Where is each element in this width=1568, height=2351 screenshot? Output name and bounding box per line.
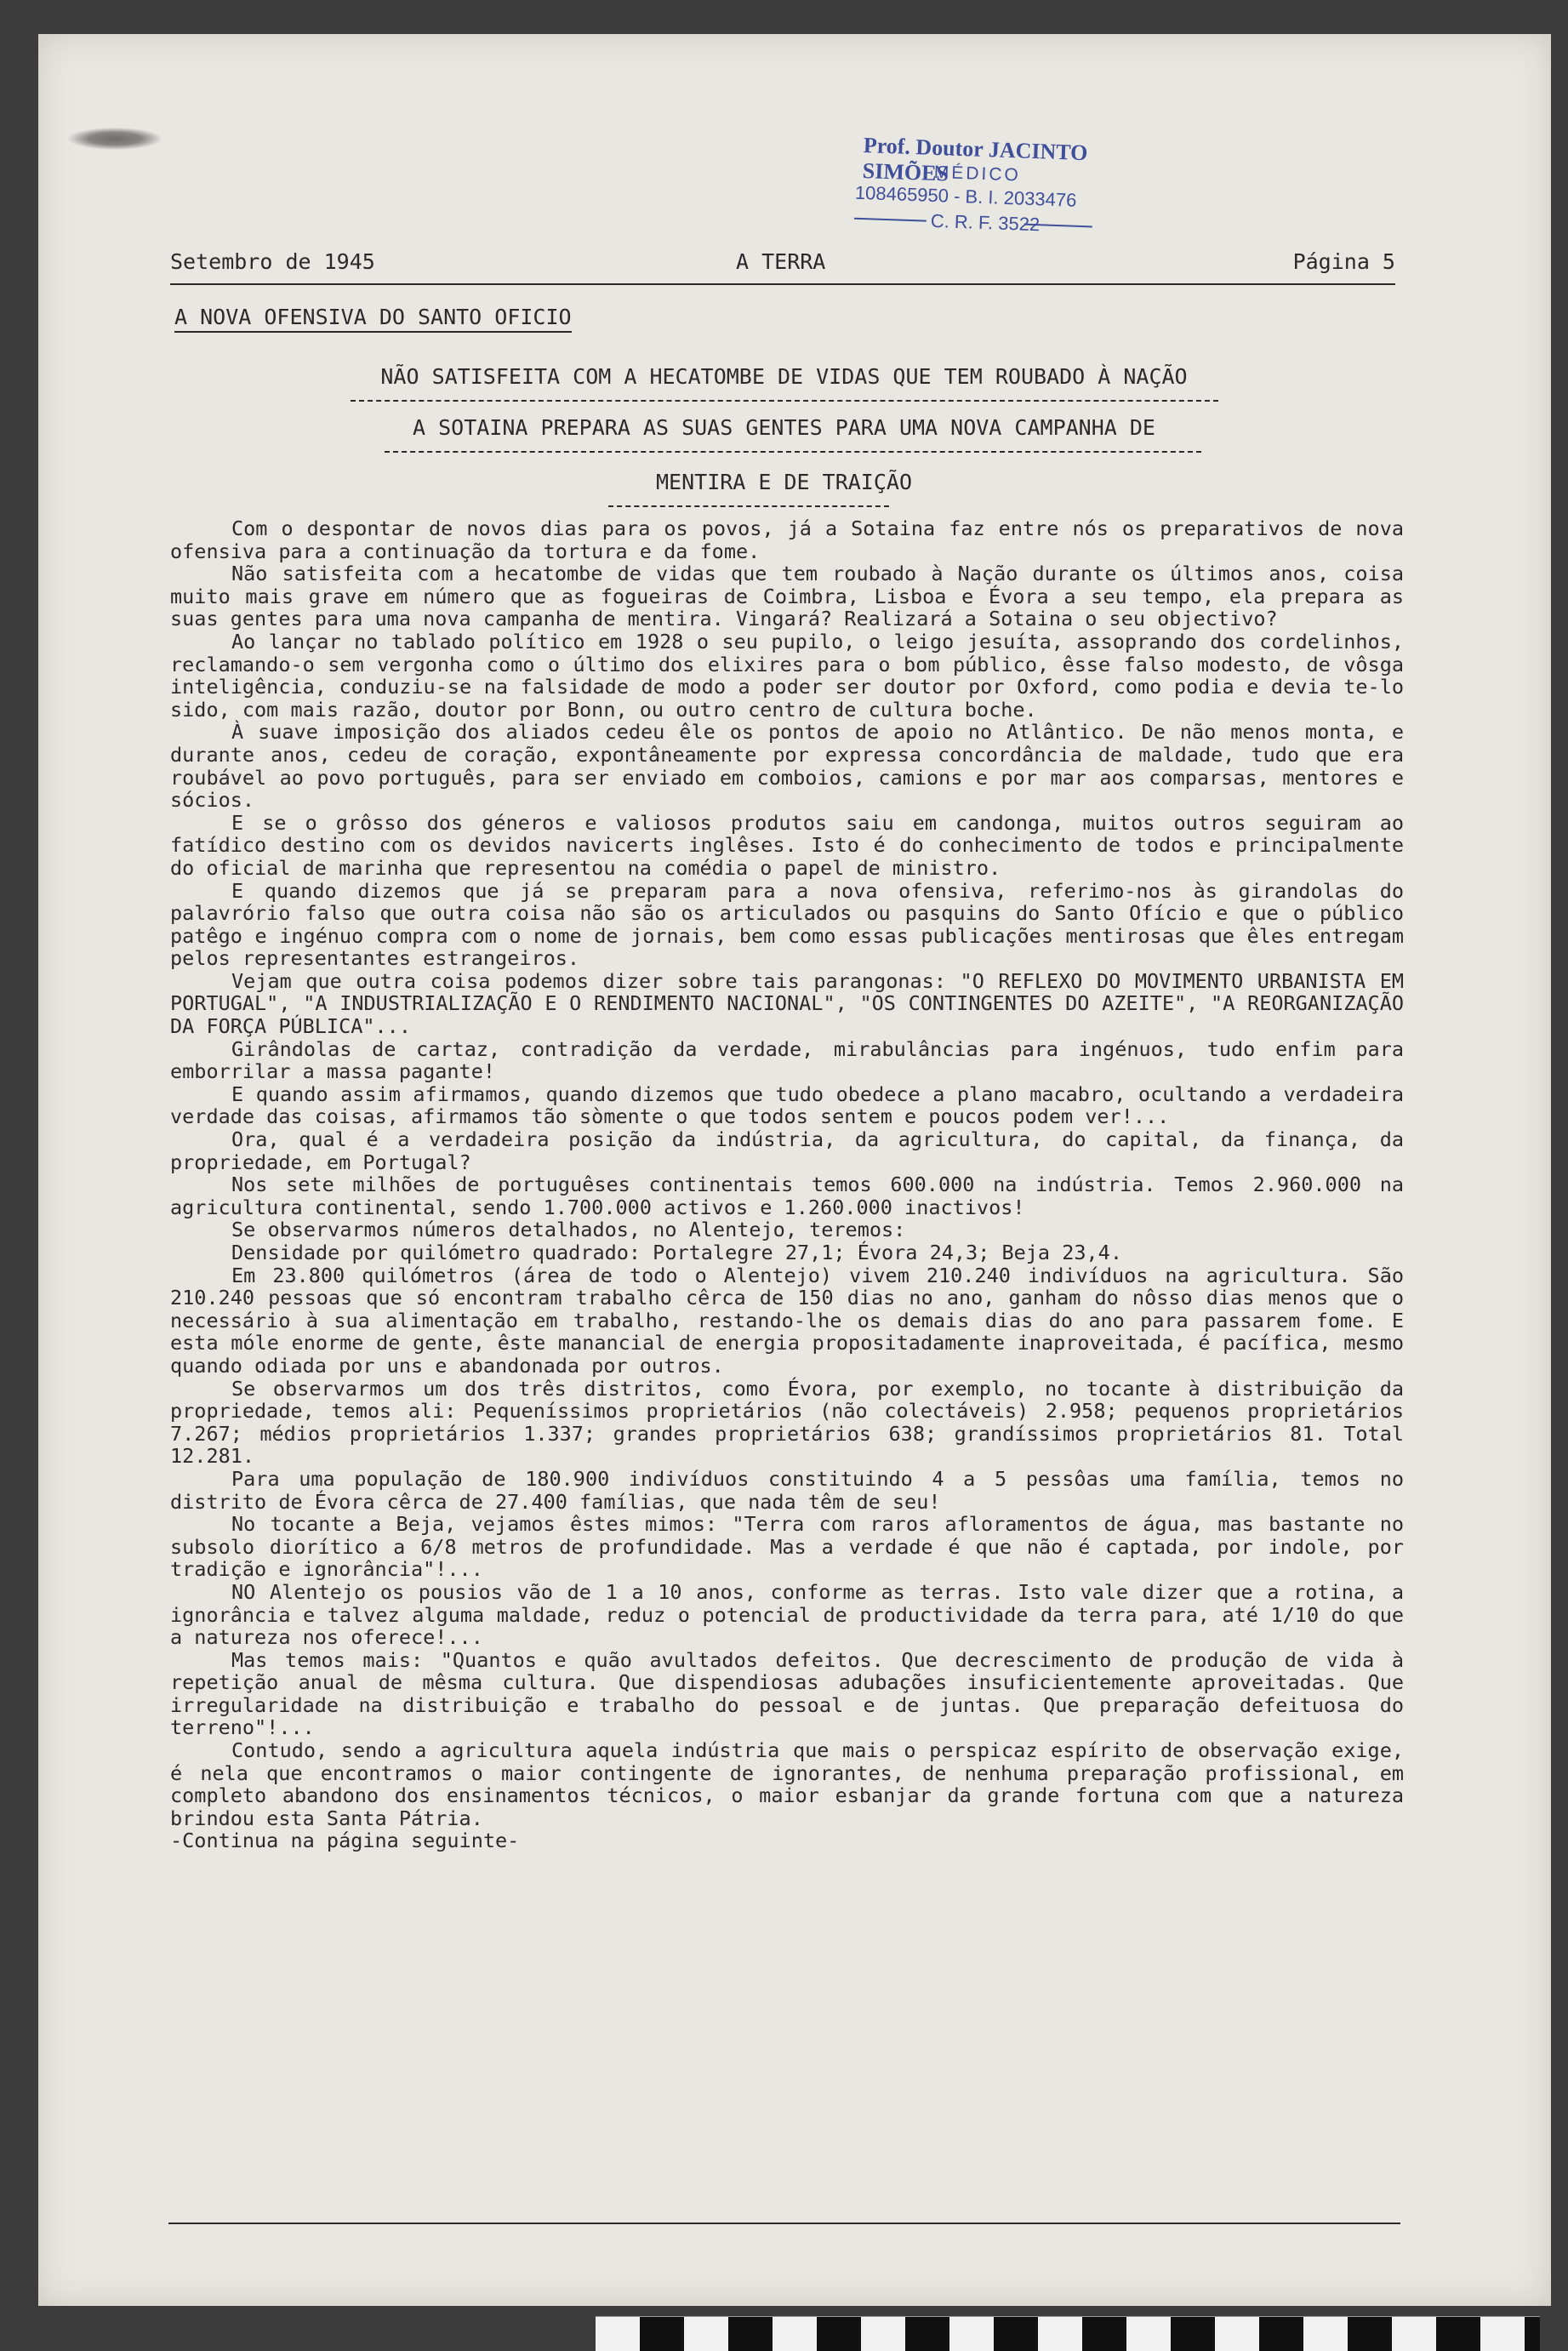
paragraph: E se o grôsso dos géneros e valiosos produtos saiu em candonga, muitos outros seguiram ao fatídico destino com os devidos navicerts inglêses. Isto é do conhecimento de todos e principalmente do oficial de marinha que representou na comédia o papel de ministro. — [170, 810, 1404, 880]
paragraph: Para uma população de 180.900 indivíduos constituindo 4 a 5 pessôas uma família, temos no distrito de Évora cêrca de 27.400 famílias, que nada têm de seu! — [170, 1466, 1404, 1514]
paragraph: À suave imposição dos aliados cedeu êle os pontos de apoio no Atlântico. De não menos monta, e durante anos, cedeu de coração, expontâneamente por expressa concordância de maldade, tudo que era roubável ao povo português, para ser enviado em comboios, camions e por mar aos comparsas, mentores e sócios. — [170, 720, 1404, 813]
paragraph: Em 23.800 quilómetros (área de todo o Alentejo) vivem 210.240 indivíduos na agricultura. São 210.240 pessoas que só encontram trabalho cêrca de 150 dias no ano, ganham do nôsso dias menos que o necessário à sua alimentação em trabalho, restando-lhe os demais dias do ano para passarem fome. E esta móle enorme de gente, êste manancial de energia propositadamente inaproveitada, é pacífica, mesmo quando odiada por uns e abandonada por outros. — [170, 1263, 1404, 1378]
header-publication: A TERRA — [736, 249, 826, 274]
paragraph: E quando assim afirmamos, quando dizemos que tudo obedece a plano macabro, ocultando a verdadeira verdade das coisas, afirmamos tão sòmente o que todos sentem e poucos podem ver!... — [170, 1081, 1404, 1129]
doctor-stamp — [853, 129, 1164, 259]
headline-underline-2 — [385, 451, 1201, 453]
continuation-note: -Continua na página seguinte- — [170, 1829, 520, 1853]
bottom-rule — [168, 2223, 1400, 2224]
ink-smudge — [68, 128, 162, 150]
paragraph: Não satisfeita com a hecatombe de vidas que tem roubado à Nação durante os últimos anos, coisa muito mais grave em número que as fogueiras de Coimbra, Lisboa e Évora a seu tempo, ela prepara as suas gentes para uma nova campanha de mentira. Vingará? Realizará a Sotaina o seu objectivo? — [170, 562, 1404, 631]
headline-line-3: MENTIRA E DE TRAIÇÃO — [655, 470, 913, 494]
paragraph: Densidade por quilómetro quadrado: Portalegre 27,1; Évora 24,3; Beja 23,4. — [231, 1241, 1122, 1264]
header-page-number: Página 5 — [1292, 249, 1395, 274]
header-rule — [170, 283, 1395, 285]
paragraph: Com o despontar de novos dias para os povos, já a Sotaina faz entre nós os preparativos de nova ofensiva para a continuação da tortura e da fome. — [170, 516, 1404, 563]
stamp-rule-left — [854, 218, 927, 222]
section-title: A NOVA OFENSIVA DO SANTO OFICIO — [174, 305, 572, 333]
stamp-title: MÉDICO — [933, 162, 1022, 185]
paragraph: NO Alentejo os pousios vão de 1 a 10 anos, conforme as terras. Isto vale dizer que a rotina, a ignorância e talvez alguma maldade, reduz o potencial de productividade da terra para, até 1/10 do que a natureza nos oferece!... — [170, 1579, 1404, 1650]
paragraph: E quando dizemos que já se preparam para a nova ofensiva, referimo-nos às girandolas do palavrório falso que outra coisa não são os articulados ou pasquins do Santo Ofício e que o público patêgo e ingénuo compra com o nome de jornais, bem como essas publicações mentirosas que êles entregam pelos representantes estrangeiros. — [170, 878, 1404, 971]
headline-line-2: A SOTAINA PREPARA AS SUAS GENTES PARA UMA NOVA CAMPANHA DE — [413, 415, 1155, 440]
paragraph: Mas temos mais: "Quantos e quão avultados defeitos. Que decrescimento de produção de vida à repetição anual de mêsma cultura. Que dispendiosas adubações insuficientemente aproveitadas. Que irregularidade na distribuição e trabalho do pessoal e de juntas. Que preparação defeituosa do terreno"!... — [170, 1647, 1404, 1740]
paragraph: Ao lançar no tablado político em 1928 o seu pupilo, o leigo jesuíta, assoprando dos cordelinhos, reclamando-o sem vergonha como o último dos elixires para o bom público, êsse falso modesto, de vôsga inteligência, conduziu-se na falsidade de modo a poder ser doutor por Oxford, como podia e devia te-lo sido, com mais razão, doutor por Bonn, ou outro centro de cultura boche. — [170, 629, 1404, 722]
stamp-ids: 108465950 - B. I. 2033476 — [854, 181, 1077, 211]
stamp-name: Prof. Doutor JACINTO SIMÕES — [862, 133, 1088, 186]
headline-underline-3 — [608, 505, 889, 507]
headline-line-1: NÃO SATISFEITA COM A HECATOMBE DE VIDAS QUE TEM ROUBADO À NAÇÃO — [380, 364, 1188, 389]
scale-ruler — [596, 2316, 1540, 2351]
paragraph: Contudo, sendo a agricultura aquela indústria que mais o perspicaz espírito de observação exige, é nela que encontramos o maior contingente de ignorantes, de nenhuma preparação profissional, em completo abandono dos ensinamentos técnicos, o maior esbanjar da grande fortuna com que a natureza brindou esta Santa Pátria. — [170, 1738, 1404, 1830]
paragraph: Ora, qual é a verdadeira posição da indústria, da agricultura, do capital, da finança, da propriedade, em Portugal? — [170, 1127, 1404, 1174]
paragraph: Se observarmos um dos três distritos, como Évora, por exemplo, no tocante à distribuição da propriedade, temos ali: Pequeníssimos proprietários (não colectáveis) 2.958; pequenos proprietários 7.267; médios proprietários 1.337; grandes proprietários 638; grandíssimos proprietários 81. Total 12.281. — [170, 1376, 1404, 1469]
article-body — [170, 517, 1404, 1852]
stamp-crf: C. R. F. 3522 — [930, 209, 1041, 236]
paragraph: No tocante a Beja, vejamos êstes mimos: "Terra com raros afloramentos de água, mas bastante no subsolo diorítico a 6/8 metros de profundidade. Mas a verdade é que não é captada, por indole, por tradição e ignorância"!... — [170, 1512, 1404, 1582]
paragraph: Vejam que outra coisa podemos dizer sobre tais parangonas: "O REFLEXO DO MOVIMENTO URBANISTA EM PORTUGAL", "A INDUSTRIALIZAÇÃO E O RENDIMENTO NACIONAL", "OS CONTINGENTES DO AZEITE", "A REORGANIZAÇÃO DA FORÇA PÚBLICA"... — [170, 968, 1404, 1039]
paragraph: Girândolas de cartaz, contradição da verdade, mirabulâncias para ingénuos, tudo enfim para emborrilar a massa pagante! — [170, 1036, 1404, 1084]
page-header — [170, 249, 1395, 283]
paragraph: Se observarmos números detalhados, no Alentejo, teremos: — [231, 1218, 906, 1242]
headline-underline-1 — [351, 400, 1218, 402]
paragraph: Nos sete milhões de portuguêses continentais temos 600.000 na indústria. Temos 2.960.000 na agricultura continental, sendo 1.700.000 activos e 1.260.000 inactivos! — [170, 1173, 1404, 1219]
header-date: Setembro de 1945 — [170, 249, 375, 274]
